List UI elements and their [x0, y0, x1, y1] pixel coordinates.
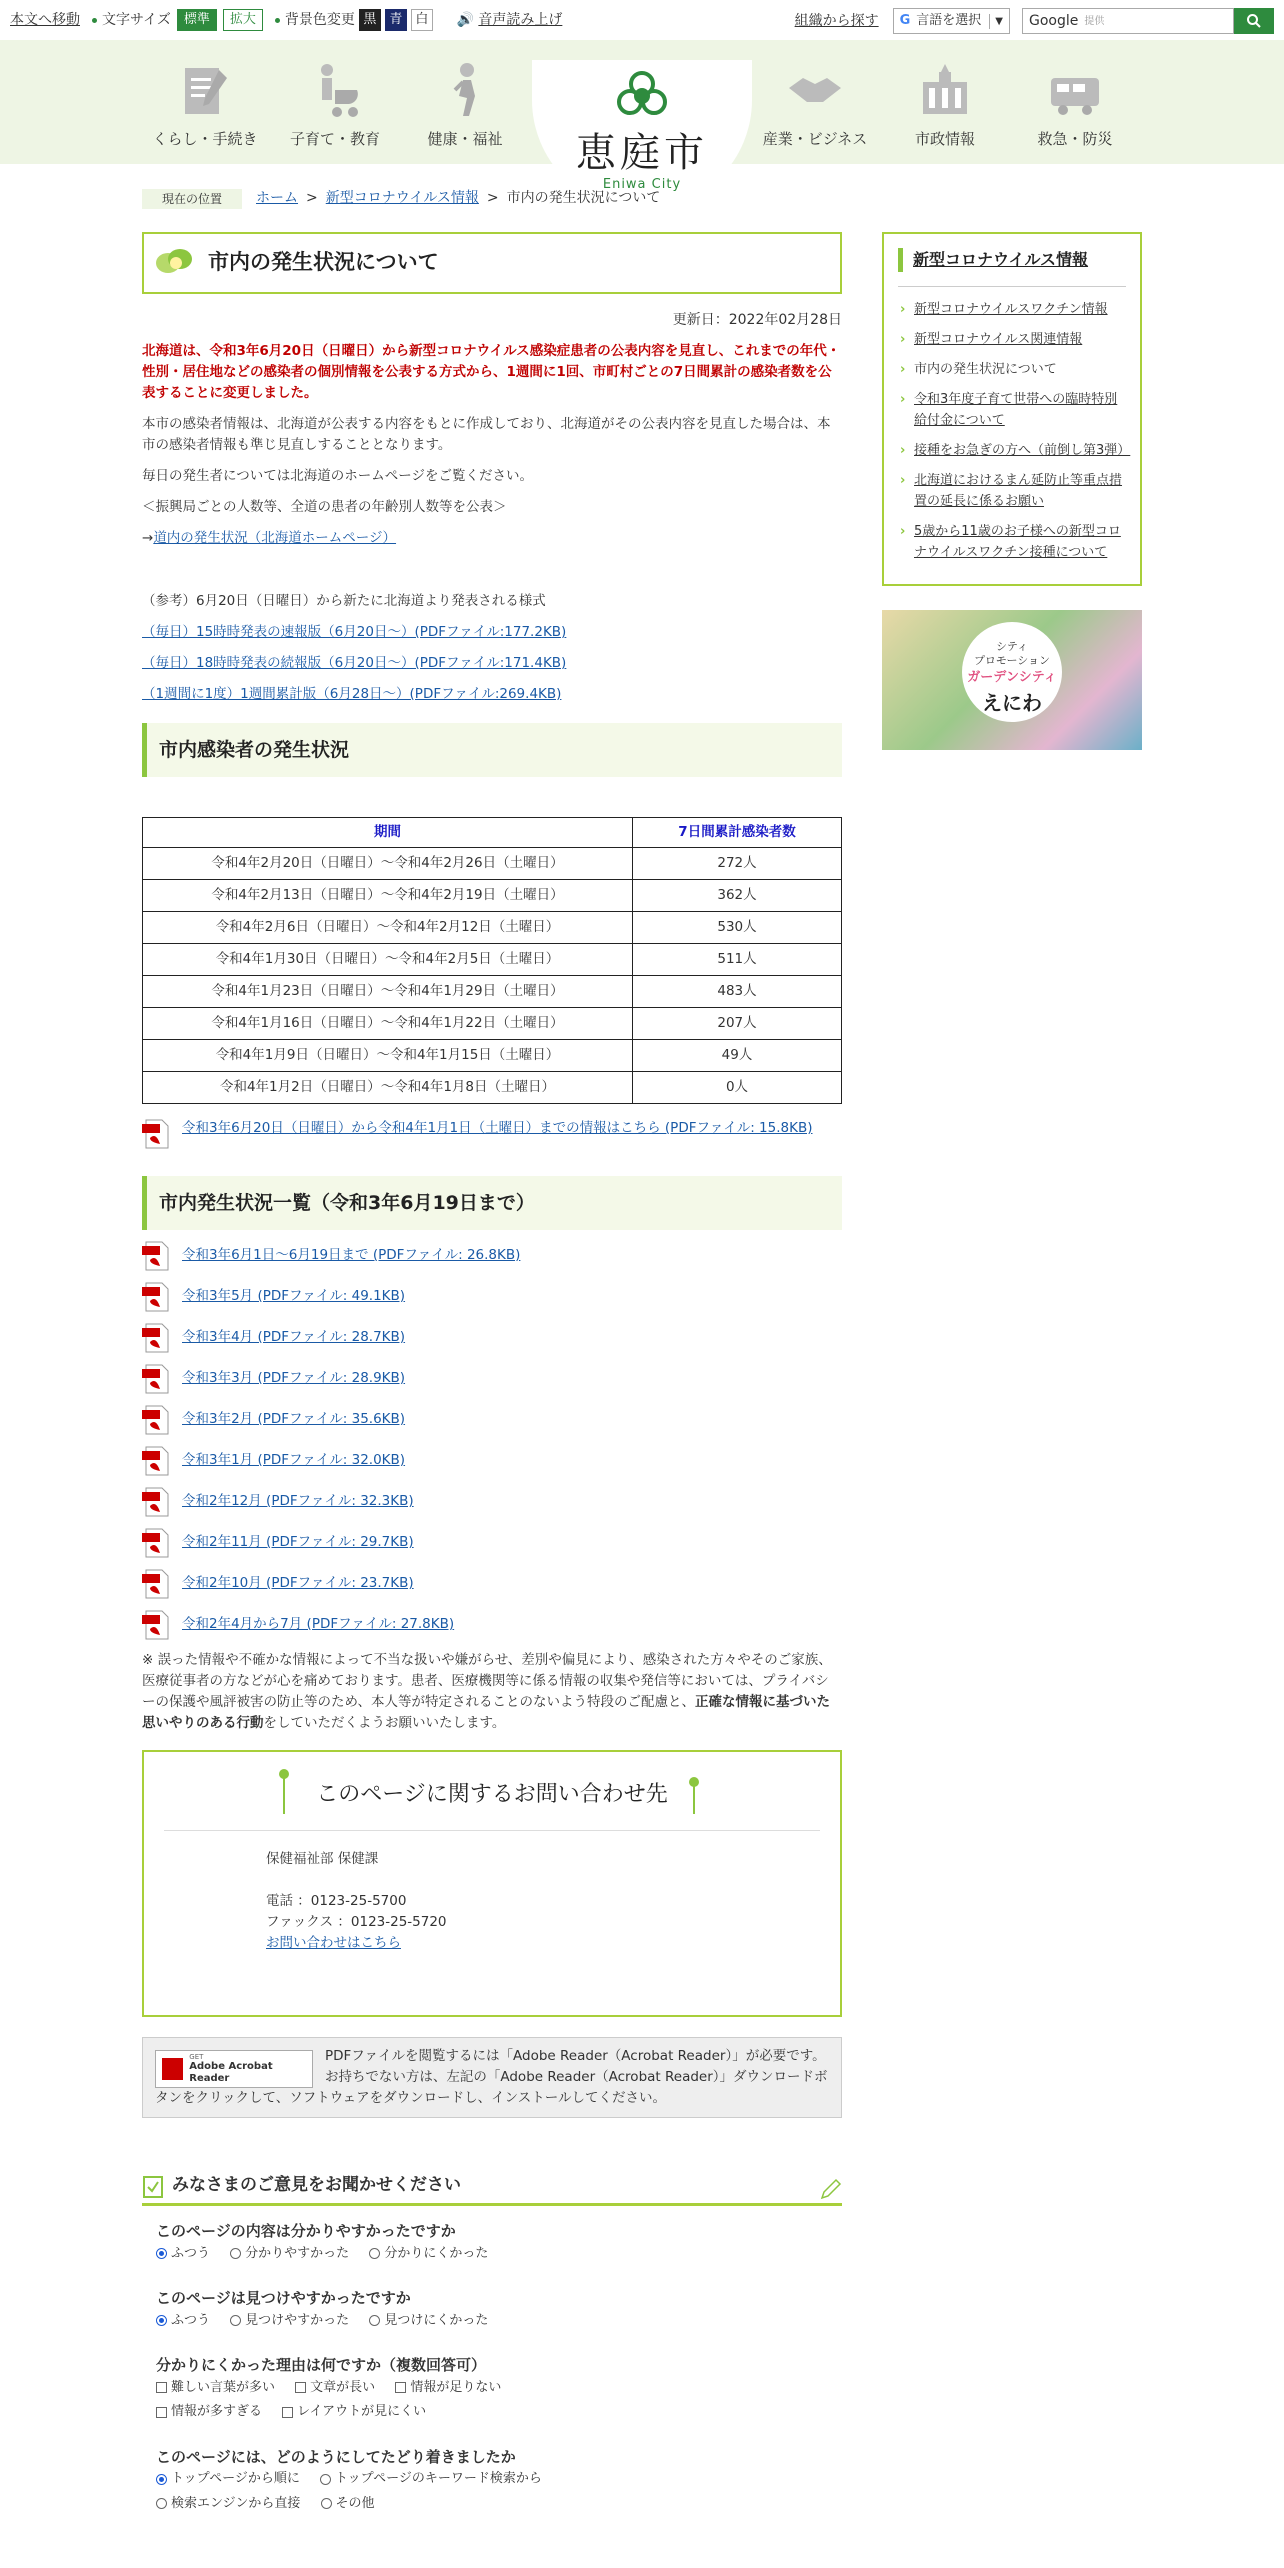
radio-option[interactable]: [156, 2468, 300, 2490]
pdf-row: [142, 1363, 842, 1394]
sidebar-link[interactable]: 接種をお急ぎの方へ（前倒し第3弾）: [914, 443, 1131, 458]
option-label: 検索エンジンから直接: [171, 2495, 301, 2511]
text-size-large-button[interactable]: 拡大: [223, 9, 263, 31]
read-aloud-link[interactable]: 音声読み上げ: [478, 11, 563, 28]
contact-box: [142, 1750, 842, 2017]
speaker-icon: 🔊: [456, 11, 475, 28]
banner-text: ガーデンシティ: [967, 670, 1057, 685]
table-header-row: [143, 818, 842, 848]
nav-label: 市政情報: [914, 130, 975, 148]
hokkaido-status-link[interactable]: 道内の発生状況（北海道ホームページ）: [153, 530, 397, 546]
pdf-icon: [142, 1568, 172, 1600]
pdf-row: [142, 1486, 842, 1517]
sidebar-current-label: 市内の発生状況について: [914, 362, 1057, 377]
search-provided: 提供: [1084, 15, 1105, 27]
main-content: [142, 232, 842, 2517]
radio-option[interactable]: [369, 2243, 488, 2265]
acrobat-icon: [162, 2058, 183, 2080]
paragraph: 本市の感染者情報は、北海道が公表する内容をもとに作成しており、北海道がその公表内容を見直した場合は、本市の感染者情報も準じ見直しすることとなります。: [142, 416, 831, 453]
question-text: このページの内容は分かりやすかったですか: [156, 2222, 456, 2240]
nav-item-business[interactable]: [745, 60, 885, 151]
table-cell: 令和4年1月9日（日曜日）～令和4年1月15日（土曜日）: [143, 1040, 633, 1072]
caution-text: [142, 1650, 842, 1734]
nav-label: 産業・ビジネス: [762, 130, 868, 148]
checkbox-icon: [395, 2382, 406, 2393]
pdf-icon: [142, 1404, 172, 1436]
badge-name: Adobe Acrobat Reader: [189, 2061, 273, 2084]
banner-text: シティ: [995, 640, 1029, 653]
pdf-link[interactable]: 令和2年12月 (PDFファイル: 32.3KB): [182, 1493, 414, 1509]
survey-header: [142, 2168, 842, 2206]
table-cell: 511人: [633, 944, 842, 976]
nav-label: 健康・福祉: [427, 130, 503, 148]
pdf-list: [142, 1240, 842, 1640]
table-row: [143, 1072, 842, 1104]
survey-question: [142, 2446, 842, 2518]
document-pen-icon: [175, 60, 235, 124]
ref-link-daily-18[interactable]: （毎日）18時時発表の続報版（6月20日～）(PDFファイル:171.4KB): [142, 655, 567, 671]
search-button[interactable]: [1234, 8, 1274, 34]
breadcrumb-home-link[interactable]: ホーム: [256, 190, 299, 206]
radio-icon: [320, 2474, 331, 2485]
pdf-row: [142, 1118, 842, 1150]
contact-tel: 電話 ：0123-25-5700: [266, 1893, 407, 1909]
caution-body: ※ 誤った情報や不確かな情報によって不当な扱いや嫌がらせ、差別や偏見により、感染された方々やそのご家族、医療従事者の方などが心を痛めております。患者、医療機関等に係る情報の収集や発信等においては、プライバシーの保護や風評被害の防止等のため、本人等が特定されることのないよう特段のご配慮と、: [142, 1652, 832, 1710]
table-row: [143, 944, 842, 976]
table-cell: 362人: [633, 880, 842, 912]
option-label: 分かりにくかった: [384, 2245, 489, 2261]
breadcrumb-separator: >: [486, 190, 499, 206]
city-emblem-icon: [614, 68, 670, 124]
pencil-icon: [820, 2178, 842, 2200]
search-input[interactable]: [1022, 8, 1234, 34]
question-text: 分かりにくかった理由は何ですか（複数回答可）: [156, 2356, 487, 2374]
checkbox-icon: [295, 2382, 306, 2393]
sidebar-item[interactable]: [898, 329, 1126, 350]
option-label: トップページから順に: [171, 2471, 300, 2486]
stroller-icon: [305, 60, 365, 124]
sidebar-item[interactable]: [898, 521, 1126, 563]
table-cell: 49人: [633, 1040, 842, 1072]
ref-link-line: [142, 684, 842, 705]
option-label: 情報が多すぎる: [171, 2404, 263, 2419]
pdf-row: [142, 1568, 842, 1599]
survey-question: [142, 2354, 842, 2426]
badge-get: GET: [189, 2053, 204, 2061]
divider: [898, 286, 1126, 287]
notice-text: 北海道は、令和3年6月20日（日曜日）から新型コロナウイルス感染症患者の公表内容を見直し、これまでの年代・性別・居住地などの感染者の個別情報を公表する方式から、1週間に1回、市町村ごとの7日間累計の感染者数を公表することに変更しました。: [142, 343, 841, 401]
sidebar-link[interactable]: 新型コロナウイルスワクチン情報: [914, 302, 1108, 317]
radio-selected-icon: [156, 2474, 167, 2485]
sprout-icon: [684, 1774, 704, 1814]
banner-text: えにわ: [982, 690, 1042, 715]
sidebar-link[interactable]: 5歳から11歳のお子様への新型コロナウイルスワクチン接種について: [914, 524, 1121, 560]
building-icon: [915, 60, 975, 124]
table-cell: 0人: [633, 1072, 842, 1104]
table-cell: 令和4年2月6日（日曜日）～令和4年2月12日（土曜日）: [143, 912, 633, 944]
contact-fax: ファックス ：0123-25-5720: [266, 1914, 447, 1930]
sidebar-item[interactable]: [898, 440, 1131, 461]
radio-option[interactable]: [230, 2310, 349, 2332]
page-title-box: [142, 232, 842, 294]
reference-text: （参考）6月20日（日曜日）から新たに北海道より発表される様式: [142, 593, 546, 609]
checkbox-icon: [156, 2382, 167, 2393]
pdf-row: [142, 1240, 842, 1271]
infection-table: [142, 817, 842, 1104]
nav-item-emergency[interactable]: [1005, 60, 1145, 151]
bg-color-label: 背景色変更: [284, 11, 355, 28]
ref-link-line: [142, 622, 842, 643]
google-g-icon: G: [899, 13, 911, 29]
options: [156, 2468, 842, 2517]
section-heading-status: 市内感染者の発生状況: [142, 723, 842, 777]
caution-bold: 正確な情報に基づいた思いやりのある行動: [142, 1694, 830, 1731]
pdf-link[interactable]: 令和3年4月 (PDFファイル: 28.7KB): [182, 1329, 406, 1345]
sprout-icon: [274, 1764, 294, 1814]
options: [156, 2243, 842, 2268]
bullet-icon: [92, 18, 97, 23]
pdf-icon: [142, 1118, 172, 1150]
text-size-label: 文字サイズ: [102, 11, 171, 28]
walking-person-icon: [435, 60, 495, 124]
caution-end: をしていただくようお願いいたします。: [263, 1715, 506, 1731]
radio-option[interactable]: [320, 2468, 542, 2490]
sidebar-item-current: [898, 359, 1126, 380]
options: [156, 2310, 842, 2335]
pdf-link[interactable]: 令和3年1月 (PDFファイル: 32.0KB): [182, 1452, 406, 1468]
bg-black-button[interactable]: 黒: [359, 9, 381, 31]
checkbox-option[interactable]: [295, 2377, 375, 2399]
breadcrumb-current: 市内の発生状況について: [506, 190, 661, 206]
option-label: 情報が足りない: [410, 2379, 502, 2395]
checkbox-option[interactable]: [156, 2401, 262, 2423]
adobe-text: PDFファイルを閲覧するには「Adobe Reader（Acrobat Reader）」が必要です。お持ちでない方は、左記の「Adobe Reader（Acrobat Reader）」ダウンロードボタンをクリックして、ソフトウェアをダウンロードし、インストールしてください。: [155, 2048, 828, 2106]
radio-icon: [369, 2315, 380, 2326]
page-title: 市内の発生状況について: [208, 250, 439, 275]
language-select[interactable]: [893, 8, 1010, 34]
survey-question: [142, 2220, 842, 2267]
ref-link-line: [142, 653, 842, 674]
pdf-link[interactable]: 令和3年3月 (PDFファイル: 28.9KB): [182, 1370, 406, 1386]
sidebar-box: [882, 232, 1142, 586]
radio-option[interactable]: [156, 2493, 300, 2515]
ref-link-weekly[interactable]: （1週間に1度）1週間累計版（6月28日～）(PDFファイル:269.4KB): [142, 686, 562, 702]
radio-selected-icon: [156, 2248, 167, 2259]
pdf-icon: [142, 1609, 172, 1641]
question-text: このページは見つけやすかったですか: [156, 2289, 411, 2307]
pdf-row: [142, 1527, 842, 1558]
radio-icon: [321, 2498, 332, 2509]
option-label: レイアウトが見にくい: [297, 2404, 427, 2419]
radio-icon: [369, 2248, 380, 2259]
utility-bar: [0, 0, 1284, 40]
radio-icon: [230, 2315, 241, 2326]
table-cell: 令和4年2月20日（日曜日）～令和4年2月26日（土曜日）: [143, 848, 633, 880]
pdf-icon: [142, 1486, 172, 1518]
pdf-link[interactable]: 令和2年10月 (PDFファイル: 23.7KB): [182, 1575, 414, 1591]
radio-option[interactable]: [156, 2310, 210, 2332]
checkbox-icon: [282, 2407, 293, 2418]
pdf-link[interactable]: 令和3年6月1日～6月19日まで (PDFファイル: 26.8KB): [182, 1247, 521, 1263]
radio-option[interactable]: [230, 2243, 349, 2265]
breadcrumb-separator: >: [306, 190, 318, 206]
table-row: [143, 912, 842, 944]
table-cell: 令和4年1月2日（日曜日）～令和4年1月8日（土曜日）: [143, 1072, 633, 1104]
pdf-link-archive[interactable]: 令和3年6月20日（日曜日）から令和4年1月1日（土曜日）までの情報はこちら (PDFファイル: 15.8KB): [182, 1120, 813, 1136]
option-label: 見つけにくかった: [384, 2312, 489, 2328]
option-label: トップページのキーワード検索から: [334, 2471, 542, 2486]
city-name-en: Eniwa City: [602, 177, 682, 192]
breadcrumb: [142, 188, 660, 209]
bg-white-button[interactable]: 白: [411, 9, 433, 31]
hokkaido-link-line: [142, 528, 842, 549]
table-header: 期間: [143, 818, 633, 848]
table-row: [143, 976, 842, 1008]
breadcrumb-label: 現在の位置: [142, 189, 242, 209]
city-name: 恵庭市: [576, 130, 708, 176]
table-cell: 272人: [633, 848, 842, 880]
sidebar-item[interactable]: [898, 299, 1126, 320]
pdf-link[interactable]: 令和2年4月から7月 (PDFファイル: 27.8KB): [182, 1616, 455, 1632]
text-size-normal-button[interactable]: 標準: [177, 9, 217, 31]
adobe-download-button[interactable]: [155, 2050, 313, 2088]
garden-city-banner[interactable]: [882, 610, 1142, 750]
nav-label: くらし・手続き: [152, 130, 258, 148]
arrow-text: →: [142, 530, 154, 546]
radio-option[interactable]: [369, 2310, 488, 2332]
survey-title: みなさまのご意見をお聞かせください: [172, 2174, 461, 2195]
ref-link-daily-15[interactable]: （毎日）15時時発表の速報版（6月20日～）(PDFファイル:177.2KB): [142, 624, 567, 640]
language-select-label: 言語を選択: [916, 13, 982, 29]
table-cell: 530人: [633, 912, 842, 944]
bullet-icon: [275, 18, 280, 23]
breadcrumb-corona-link[interactable]: 新型コロナウイルス情報: [325, 190, 479, 206]
adobe-reader-box: [142, 2037, 842, 2118]
bg-blue-button[interactable]: 青: [385, 9, 407, 31]
survey-question: [142, 2287, 842, 2334]
pdf-icon: [142, 1445, 172, 1477]
global-nav: [0, 40, 1284, 192]
skip-to-content-link[interactable]: 本文へ移動: [10, 11, 80, 28]
option-label: ふつう: [171, 2312, 211, 2328]
contact-body: [164, 1831, 820, 1954]
chevron-down-icon: ▼: [989, 14, 1003, 29]
option-label: 難しい言葉が多い: [171, 2379, 276, 2395]
pdf-icon: [142, 1363, 172, 1395]
nav-item-health[interactable]: [395, 60, 535, 151]
pdf-row: [142, 1404, 842, 1435]
radio-option[interactable]: [321, 2493, 375, 2515]
survey: [142, 2168, 842, 2517]
handshake-icon: [785, 60, 845, 124]
option-label: 見つけやすかった: [245, 2312, 350, 2328]
pdf-link[interactable]: 令和2年11月 (PDFファイル: 29.7KB): [182, 1534, 414, 1550]
table-header: 7日間累計感染者数: [633, 818, 842, 848]
search-brand: Google: [1029, 12, 1079, 29]
pdf-row: [142, 1445, 842, 1476]
table-row: [143, 880, 842, 912]
find-by-org-link[interactable]: 組織から探す: [794, 12, 879, 29]
nav-item-city-info[interactable]: [875, 60, 1015, 151]
banner-text: プロモーション: [973, 654, 1051, 667]
table-row: [143, 848, 842, 880]
search-icon: [1246, 13, 1262, 29]
radio-icon: [156, 2498, 167, 2509]
option-label: その他: [335, 2495, 375, 2511]
table-cell: 令和4年1月23日（日曜日）～令和4年1月29日（土曜日）: [143, 976, 633, 1008]
contact-title: このページに関するお問い合わせ先: [316, 1782, 668, 1807]
sidebar-list: [898, 299, 1131, 563]
pdf-icon: [142, 1527, 172, 1559]
sidebar-title-text: 新型コロナウイルス情報: [913, 250, 1089, 269]
nav-item-childcare[interactable]: [265, 60, 405, 151]
radio-selected-icon: [156, 2315, 167, 2326]
option-label: ふつう: [171, 2245, 211, 2261]
paragraph: ＜振興局ごとの人数等、全道の患者の年齢別人数等を公表＞: [142, 499, 507, 515]
table-row: [143, 1008, 842, 1040]
section-heading-list: 市内発生状況一覧（令和3年6月19日まで）: [142, 1176, 842, 1230]
flower-icon: [154, 245, 198, 281]
nav-label: 子育て・教育: [289, 130, 380, 148]
pdf-icon: [142, 1322, 172, 1354]
checklist-icon: [142, 2173, 164, 2199]
updated-date: 更新日：2022年02月28日: [672, 312, 842, 328]
ambulance-icon: [1045, 60, 1105, 124]
contact-form-link[interactable]: お問い合わせはこちら: [266, 1935, 401, 1951]
option-label: 文章が長い: [310, 2379, 376, 2395]
table-cell: 483人: [633, 976, 842, 1008]
pdf-link[interactable]: 令和3年2月 (PDFファイル: 35.6KB): [182, 1411, 406, 1427]
sidebar-link[interactable]: 新型コロナウイルス関連情報: [914, 332, 1083, 347]
table-cell: 令和4年2月13日（日曜日）～令和4年2月19日（土曜日）: [143, 880, 633, 912]
pdf-icon: [142, 1281, 172, 1313]
site-search: [1022, 8, 1274, 34]
contact-title-row: [164, 1752, 820, 1830]
sidebar-title[interactable]: [898, 248, 1126, 272]
checkbox-icon: [156, 2407, 167, 2418]
options: [156, 2377, 842, 2426]
sidebar-link[interactable]: 令和3年度子育て世帯への臨時特別給付金について: [914, 392, 1118, 428]
sidebar: [882, 232, 1142, 750]
table-cell: 令和4年1月16日（日曜日）～令和4年1月22日（土曜日）: [143, 1008, 633, 1040]
table-row: [143, 1040, 842, 1072]
sidebar-item[interactable]: [898, 470, 1126, 512]
pdf-link[interactable]: 令和3年5月 (PDFファイル: 49.1KB): [182, 1288, 406, 1304]
nav-item-living[interactable]: [135, 60, 275, 151]
question-text: このページには、どのようにしてたどり着きましたか: [156, 2447, 516, 2466]
pdf-row: [142, 1281, 842, 1312]
radio-icon: [230, 2248, 241, 2259]
nav-label: 救急・防災: [1037, 130, 1113, 148]
option-label: 分かりやすかった: [245, 2245, 350, 2261]
sidebar-link[interactable]: 北海道におけるまん延防止等重点措置の延長に係るお願い: [914, 473, 1123, 509]
sidebar-item[interactable]: [898, 389, 1126, 431]
table-cell: 207人: [633, 1008, 842, 1040]
paragraph: 毎日の発生者については北海道のホームページをご覧ください。: [142, 468, 533, 484]
radio-option[interactable]: [156, 2243, 210, 2265]
pdf-row: [142, 1609, 842, 1640]
pdf-row: [142, 1322, 842, 1353]
checkbox-option[interactable]: [156, 2377, 275, 2399]
banner-circle: [962, 622, 1062, 722]
checkbox-option[interactable]: [282, 2401, 426, 2423]
contact-dept: 保健福祉部 保健課: [266, 1851, 379, 1867]
checkbox-option[interactable]: [395, 2377, 501, 2399]
pdf-icon: [142, 1240, 172, 1272]
table-cell: 令和4年1月30日（日曜日）～令和4年2月5日（土曜日）: [143, 944, 633, 976]
